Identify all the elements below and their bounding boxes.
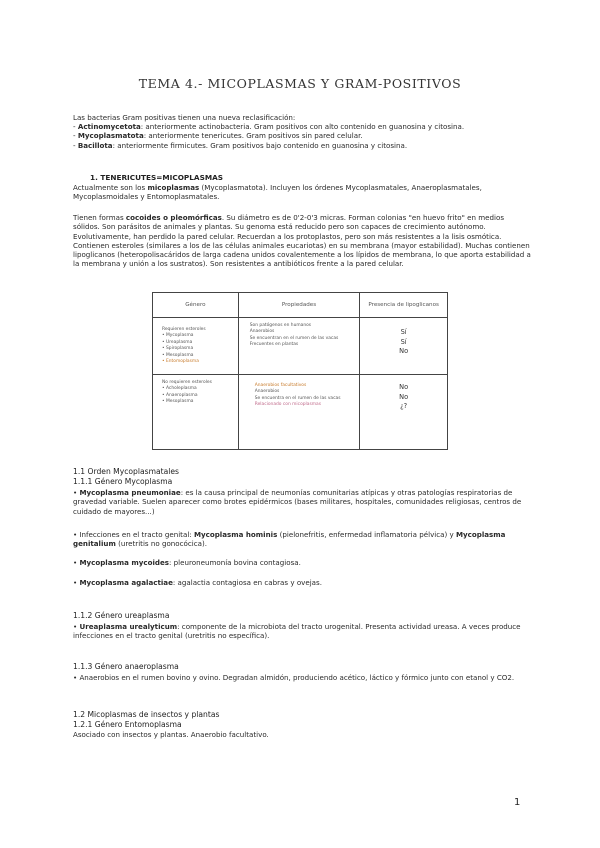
genero-table	[152, 292, 448, 450]
bullet-m-agalactiae: • Mycoplasma agalactiae: agalactia contagiosa en cabras y ovejas.	[73, 578, 322, 587]
list-item: Sí	[400, 328, 407, 336]
table-cell-propiedades	[238, 318, 360, 375]
heading-genero-entomoplasma: 1.2.1 Género Entomoplasma	[73, 720, 182, 729]
list-item: • Entomoplasma	[162, 359, 199, 365]
heading-genero-ureaplasma: 1.1.2 Género ureaplasma	[73, 611, 170, 620]
page-title: TEMA 4.- MICOPLASMAS Y GRAM-POSITIVOS	[138, 76, 462, 91]
table-cell-genero	[153, 375, 239, 450]
table-cell-propiedades	[238, 375, 360, 450]
list-item: Relacionado con micoplasmas	[254, 402, 321, 408]
bullet-u-urealyticum: • Ureaplasma urealyticum: componente de la microbiota del tracto urogenital. Presenta actividad ureasa. A veces produce infecciones en el tracto genital (uretritis no específica).	[73, 622, 521, 641]
list-item: • Mesoplasma	[162, 352, 194, 358]
table-cell-presencia	[360, 375, 448, 450]
intro-item-bacillota: - Bacillota: anteriormente firmicutes. Gram positivos bajo contenido en guanosina y citosina.	[73, 141, 408, 150]
list-item: • Acholeplasma	[162, 386, 197, 392]
section-heading-tenericutes: 1. TENERICUTES=MICOPLASMAS	[90, 173, 223, 182]
table-header-genero: Género	[153, 293, 239, 318]
table-row	[153, 375, 448, 450]
heading-orden-mycoplasmatales: 1.1 Orden Mycoplasmatales	[73, 467, 180, 476]
page-number: 1	[514, 797, 521, 808]
list-item: No	[399, 383, 409, 391]
table-header-propiedades: Propiedades	[238, 293, 360, 318]
table-row	[153, 318, 448, 375]
table-header-presencia: Presencia de lipoglicanos	[360, 293, 448, 318]
bullet-m-pneumoniae: • Mycoplasma pneumoniae: es la causa principal de neumonías comunitarias atípicas y otras patologías respiratorias de gravedad variable. Suelen aparecer como brotes epidérmicos (bases militares, hospitales, comunidades religiosas, centros de cuidado de mayores...)	[73, 488, 522, 516]
bullet-tracto-genital: • Infecciones en el tracto genital: Mycoplasma hominis (pielonefritis, enfermedad inflamatoria pélvica) y Mycoplasma genitalium (uretritis no gonocócica).	[73, 530, 506, 549]
section1-paragraph-2: Tienen formas cocoides o pleomórficas. Su diámetro es de 0'2-0'3 micras. Forman colonias "en huevo frito" en medios sólidos. Son parásitos de animales y plantas. Su genoma está reducido pero son capaces de crecimiento autónomo. Evolutivamente, han perdido la pared celular. Recuerdan a los protoplastos, pero son más resistentes a la lisis osmótica. Contienen esteroles (similares a los de las células animales eucariotas) en su membrana (mayor estabilidad). Muchas contienen lipoglicanos (heteropolisacáridos de larga cadena unidos covalentemente a los lípidos de membrana, lo que aporta estabilidad a la membrana y unión a los sustratos). Son resistentes a antibióticos frente a la pared celular.	[73, 213, 531, 269]
list-item: No	[399, 392, 409, 401]
list-item: Son patógenos en humanos	[249, 323, 312, 328]
list-item: Anaerobios facultativos	[254, 383, 307, 388]
heading-genero-anaeroplasma: 1.1.3 Género anaeroplasma	[73, 662, 179, 671]
heading-genero-mycoplasma: 1.1.1 Género Mycoplasma	[73, 477, 173, 486]
section1-paragraph-1: Actualmente son los micoplasmas (Mycoplasmatota). Incluyen los órdenes Mycoplasmatales, Anaeroplasmatales, Mycoplasmoidales y Entomoplasmatales.	[73, 183, 482, 202]
list-item: • Ureaplasma	[162, 339, 193, 345]
list-item: Anaerobios	[254, 389, 280, 395]
list-item: Se encuentran en el rumen de las vacas	[249, 335, 339, 341]
list-item: • Mesoplasma	[162, 399, 194, 405]
intro-item-actinomycetota: - Actinomycetota: anteriormente actinobacteria. Gram positivos con alto contenido en guanosina y citosina.	[73, 122, 465, 131]
table-cell-presencia	[360, 318, 448, 375]
intro-line: Las bacterias Gram positivas tienen una nueva reclasificación:	[73, 113, 296, 122]
heading-micoplasmas-insectos-plantas: 1.2 Micoplasmas de insectos y plantas	[73, 710, 220, 719]
intro-item-mycoplasmatota: - Mycoplasmatota: anteriormente tenericutes. Gram positivos sin pared celular.	[73, 131, 363, 140]
list-item: Se encuentra en el rumen de las vacas	[254, 395, 341, 401]
bullet-anaeroplasma: • Anaerobios en el rumen bovino y ovino. Degradan almidón, produciendo acético, láctico y fórmico junto con etanol y CO2.	[73, 673, 515, 682]
table-header-row	[153, 293, 448, 318]
list-item: No	[399, 347, 409, 356]
list-item: Anaerobios	[249, 329, 275, 335]
list-item: • Spiroplasma	[162, 346, 194, 352]
bullet-m-mycoides: • Mycoplasma mycoides: pleuroneumonía bovina contagiosa.	[73, 558, 301, 567]
list-item: Frecuentes en plantas	[249, 342, 299, 348]
list-item: • Mycoplasma	[162, 333, 194, 339]
list-item: ¿?	[400, 402, 408, 411]
list-item: • Anaeroplasma	[162, 392, 198, 398]
paragraph-entomoplasma: Asociado con insectos y plantas. Anaerobio facultativo.	[73, 730, 269, 739]
genero-group-title: Requieren esteroles	[162, 327, 206, 332]
genero-group-title: No requieren esteroles	[162, 380, 212, 385]
table-cell-genero	[153, 318, 239, 375]
list-item: Sí	[400, 337, 407, 346]
